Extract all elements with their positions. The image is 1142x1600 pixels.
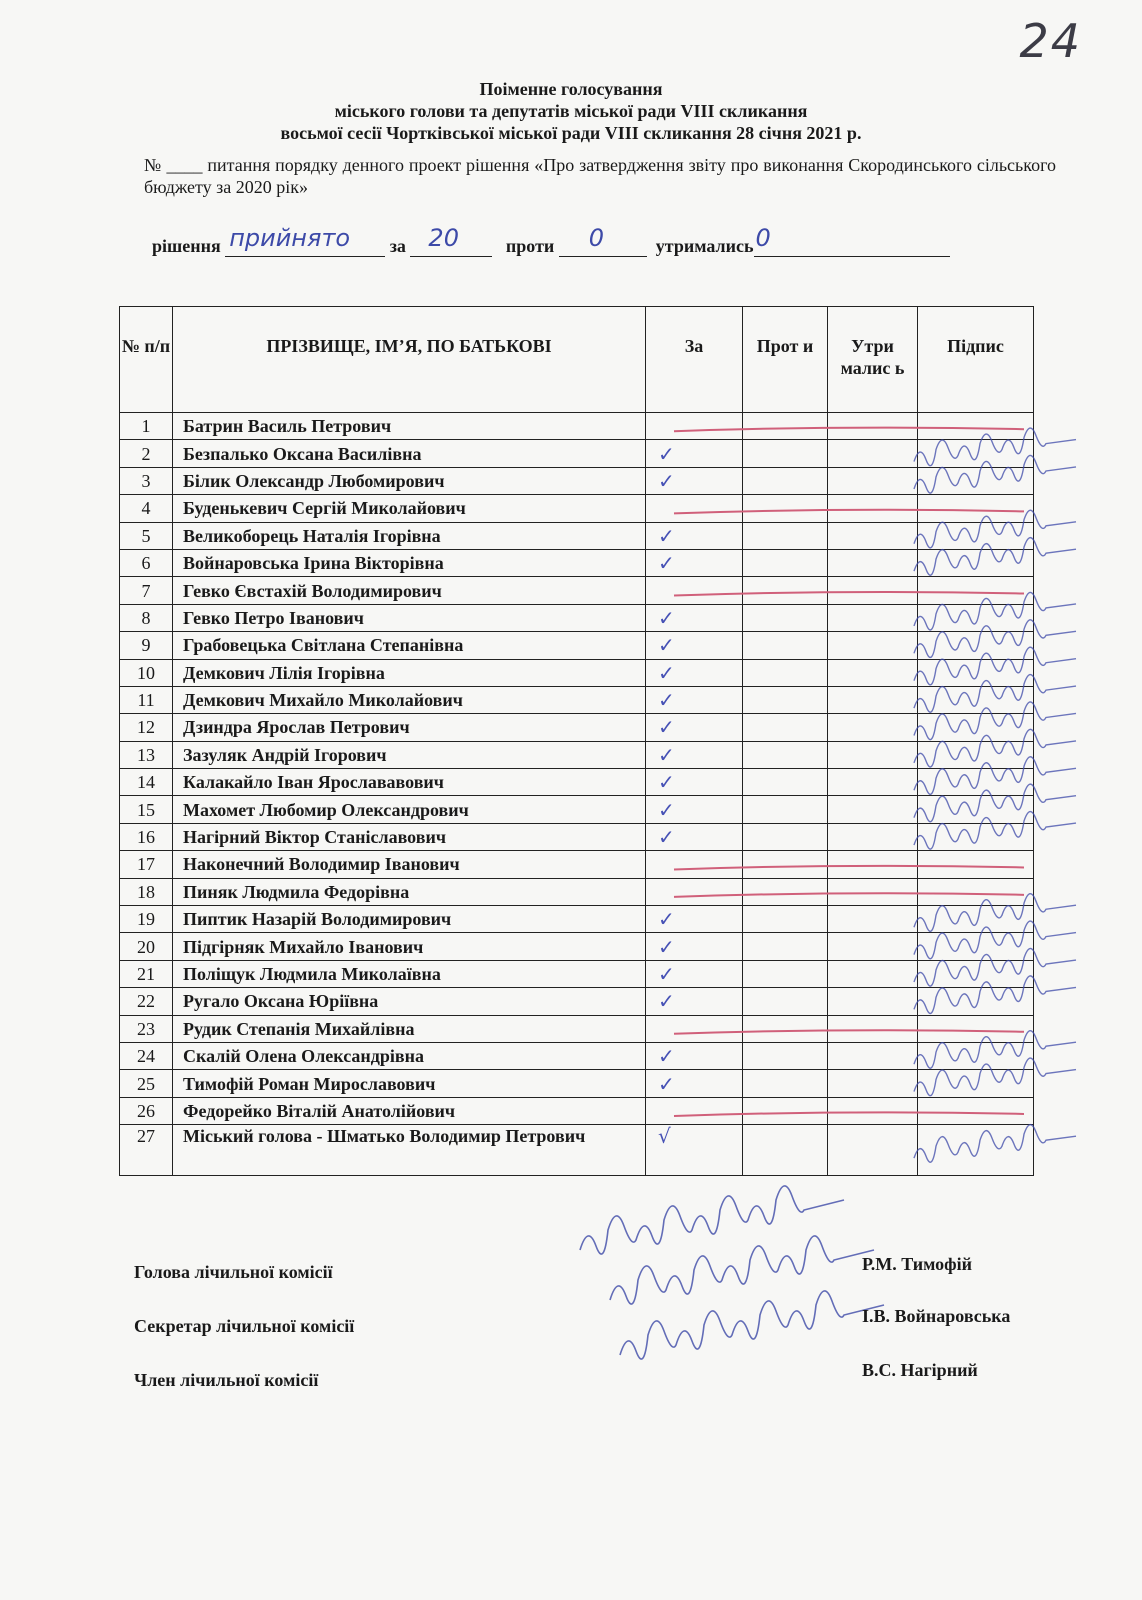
row-number: 16	[120, 823, 173, 850]
vote-abstain-cell	[828, 1125, 918, 1176]
row-number: 6	[120, 549, 173, 576]
decision-field	[225, 224, 385, 257]
vote-table	[119, 306, 1034, 1176]
signature-cell	[918, 933, 1034, 960]
table-row	[120, 413, 1034, 440]
vote-for-mark: ✓	[646, 522, 743, 549]
table-row	[120, 659, 1034, 686]
vote-for-mark: ✓	[646, 1070, 743, 1097]
member-name: Скалій Олена Олександрівна	[173, 1042, 646, 1069]
vote-abstain-cell	[828, 522, 918, 549]
member-name: Рудик Степанія Михайлівна	[173, 1015, 646, 1042]
row-number: 17	[120, 851, 173, 878]
decision-value: прийнято	[229, 224, 351, 252]
vote-abstain-cell	[828, 440, 918, 467]
table-row	[120, 1070, 1034, 1097]
vote-for-mark: ✓	[646, 604, 743, 631]
vote-abstain-cell	[828, 467, 918, 494]
vote-abstain-cell	[828, 851, 918, 878]
abstain-label: утримались	[655, 236, 754, 256]
vote-abstain-cell	[828, 933, 918, 960]
footer-chair-person: Р.М. Тимофій	[862, 1254, 973, 1274]
vote-against-cell	[743, 577, 828, 604]
vote-against-cell	[743, 1097, 828, 1124]
header-line-1: Поіменне голосування	[479, 79, 663, 99]
table-row	[120, 632, 1034, 659]
vote-for-mark: ✓	[646, 549, 743, 576]
vote-for-mark	[646, 1015, 743, 1042]
vote-against-cell	[743, 549, 828, 576]
vote-for-mark: ✓	[646, 686, 743, 713]
signature-cell	[918, 1015, 1034, 1042]
vote-abstain-cell	[828, 632, 918, 659]
vote-abstain-cell	[828, 1015, 918, 1042]
row-number: 27	[120, 1125, 173, 1176]
col-signature-header: Підпис	[918, 307, 1034, 413]
member-name: Міський голова - Шматько Володимир Петрович	[173, 1125, 646, 1176]
vote-against-cell	[743, 823, 828, 850]
vote-for-mark: ✓	[646, 933, 743, 960]
vote-abstain-cell	[828, 495, 918, 522]
row-number: 10	[120, 659, 173, 686]
member-name: Безпалько Оксана Василівна	[173, 440, 646, 467]
table-row	[120, 440, 1034, 467]
member-name: Великоборець Наталія Ігорівна	[173, 522, 646, 549]
vote-for-mark: ✓	[646, 906, 743, 933]
table-row	[120, 960, 1034, 987]
member-name: Підгірняк Михайло Іванович	[173, 933, 646, 960]
member-name: Білик Олександр Любомирович	[173, 467, 646, 494]
table-row	[120, 549, 1034, 576]
member-name: Калакайло Іван Ярослававович	[173, 769, 646, 796]
vote-for-mark: ✓	[646, 659, 743, 686]
vote-for-mark: ✓	[646, 467, 743, 494]
signature-cell	[918, 467, 1034, 494]
vote-against-cell	[743, 1042, 828, 1069]
vote-against-cell	[743, 522, 828, 549]
member-name: Ругало Оксана Юріївна	[173, 988, 646, 1015]
vote-for-mark	[646, 1097, 743, 1124]
signature-cell	[918, 632, 1034, 659]
table-row	[120, 1042, 1034, 1069]
for-value: 20	[428, 224, 459, 252]
vote-against-cell	[743, 604, 828, 631]
vote-against-cell	[743, 1015, 828, 1042]
signature-cell	[918, 1042, 1034, 1069]
member-name: Поліщук Людмила Миколаївна	[173, 960, 646, 987]
row-number: 20	[120, 933, 173, 960]
table-row	[120, 823, 1034, 850]
table-row	[120, 467, 1034, 494]
vote-against-cell	[743, 960, 828, 987]
row-number: 15	[120, 796, 173, 823]
member-name: Демкович Михайло Миколайович	[173, 686, 646, 713]
abstain-value: 0	[755, 224, 771, 252]
table-row	[120, 988, 1034, 1015]
row-number: 25	[120, 1070, 173, 1097]
vote-against-cell	[743, 659, 828, 686]
signature-cell	[918, 796, 1034, 823]
vote-abstain-cell	[828, 686, 918, 713]
row-number: 22	[120, 988, 173, 1015]
signature-cell	[918, 878, 1034, 905]
signature-cell	[918, 495, 1034, 522]
vote-against-cell	[743, 686, 828, 713]
table-row	[120, 878, 1034, 905]
member-name: Тимофій Роман Мирославович	[173, 1070, 646, 1097]
agenda-question: № ____ питання порядку денного проект рішення «Про затвердження звіту про виконання Скородинського сільського бюджету за 2020 рік»	[144, 155, 1056, 197]
row-number: 19	[120, 906, 173, 933]
vote-abstain-cell	[828, 1042, 918, 1069]
member-name: Пиняк Людмила Федорівна	[173, 878, 646, 905]
row-number: 8	[120, 604, 173, 631]
row-number: 26	[120, 1097, 173, 1124]
row-number: 11	[120, 686, 173, 713]
decision-summary	[152, 224, 1032, 257]
commission-signature	[610, 1236, 874, 1304]
footer-secretary-person: І.В. Войнаровська	[862, 1306, 1011, 1326]
vote-against-cell	[743, 440, 828, 467]
signature-cell	[918, 604, 1034, 631]
vote-abstain-cell	[828, 988, 918, 1015]
signature-cell	[918, 413, 1034, 440]
row-number: 12	[120, 714, 173, 741]
vote-abstain-cell	[828, 604, 918, 631]
vote-for-mark: ✓	[646, 632, 743, 659]
signature-cell	[918, 741, 1034, 768]
vote-for-mark	[646, 495, 743, 522]
vote-for-mark: ✓	[646, 823, 743, 850]
vote-abstain-cell	[828, 549, 918, 576]
col-number-header: № п/п	[120, 307, 173, 413]
against-field	[559, 224, 647, 257]
table-row	[120, 769, 1034, 796]
table-row	[120, 933, 1034, 960]
row-number: 5	[120, 522, 173, 549]
vote-abstain-cell	[828, 714, 918, 741]
vote-abstain-cell	[828, 413, 918, 440]
vote-against-cell	[743, 413, 828, 440]
vote-table-body	[120, 413, 1034, 1176]
signature-cell	[918, 522, 1034, 549]
vote-against-cell	[743, 769, 828, 796]
footer-chair-role: Голова лічильної комісії	[134, 1262, 333, 1282]
signature-cell	[918, 1125, 1034, 1176]
vote-against-cell	[743, 906, 828, 933]
row-number: 21	[120, 960, 173, 987]
vote-abstain-cell	[828, 659, 918, 686]
table-row	[120, 1015, 1034, 1042]
vote-for-mark	[646, 577, 743, 604]
vote-abstain-cell	[828, 1070, 918, 1097]
member-name: Федорейко Віталій Анатолійович	[173, 1097, 646, 1124]
document-header	[0, 78, 1142, 144]
against-label: проти	[505, 236, 555, 256]
row-number: 7	[120, 577, 173, 604]
vote-for-mark: ✓	[646, 714, 743, 741]
signature-cell	[918, 769, 1034, 796]
member-name: Войнаровська Ірина Вікторівна	[173, 549, 646, 576]
vote-against-cell	[743, 632, 828, 659]
table-row	[120, 577, 1034, 604]
member-name: Наконечний Володимир Іванович	[173, 851, 646, 878]
abstain-field	[754, 224, 950, 257]
member-name: Демкович Лілія Ігорівна	[173, 659, 646, 686]
vote-for-mark	[646, 878, 743, 905]
signature-cell	[918, 1070, 1034, 1097]
member-name: Дзиндра Ярослав Петрович	[173, 714, 646, 741]
vote-for-mark: ✓	[646, 988, 743, 1015]
footer-secretary-role: Секретар лічильної комісії	[134, 1316, 355, 1336]
member-name: Батрин Василь Петрович	[173, 413, 646, 440]
commission-signature	[580, 1186, 844, 1254]
handwritten-page-number: 24	[1019, 14, 1082, 68]
vote-against-cell	[743, 988, 828, 1015]
vote-for-mark	[646, 851, 743, 878]
vote-abstain-cell	[828, 577, 918, 604]
member-name: Махомет Любомир Олександрович	[173, 796, 646, 823]
table-row	[120, 522, 1034, 549]
vote-against-cell	[743, 878, 828, 905]
signature-cell	[918, 440, 1034, 467]
row-number: 24	[120, 1042, 173, 1069]
member-name: Гевко Євстахій Володимирович	[173, 577, 646, 604]
signature-cell	[918, 1097, 1034, 1124]
row-number: 18	[120, 878, 173, 905]
vote-abstain-cell	[828, 741, 918, 768]
signature-cell	[918, 577, 1034, 604]
row-number: 13	[120, 741, 173, 768]
signature-cell	[918, 549, 1034, 576]
signature-cell	[918, 714, 1034, 741]
signature-cell	[918, 960, 1034, 987]
member-name: Буденькевич Сергій Миколайович	[173, 495, 646, 522]
row-number: 1	[120, 413, 173, 440]
decision-label: рішення	[152, 236, 221, 256]
vote-abstain-cell	[828, 906, 918, 933]
table-row	[120, 1097, 1034, 1124]
against-value: 0	[588, 224, 605, 252]
row-number: 2	[120, 440, 173, 467]
table-row	[120, 851, 1034, 878]
footer-member-role: Член лічильної комісії	[134, 1370, 319, 1390]
signature-cell	[918, 906, 1034, 933]
vote-against-cell	[743, 467, 828, 494]
table-header-row	[120, 307, 1034, 413]
col-for-header: За	[646, 307, 743, 413]
signature-cell	[918, 659, 1034, 686]
table-row	[120, 796, 1034, 823]
vote-for-mark: ✓	[646, 769, 743, 796]
vote-abstain-cell	[828, 960, 918, 987]
member-name: Грабовецька Світлана Степанівна	[173, 632, 646, 659]
table-row	[120, 604, 1034, 631]
header-line-2: міського голови та депутатів міської ради VIII скликання	[334, 101, 808, 121]
member-name: Пиптик Назарій Володимирович	[173, 906, 646, 933]
row-number: 9	[120, 632, 173, 659]
member-name: Нагірний Віктор Станіславович	[173, 823, 646, 850]
row-number: 3	[120, 467, 173, 494]
vote-abstain-cell	[828, 823, 918, 850]
col-name-header: ПРІЗВИЩЕ, ІМ’Я, ПО БАТЬКОВІ	[173, 307, 646, 413]
vote-abstain-cell	[828, 1097, 918, 1124]
table-row	[120, 495, 1034, 522]
vote-for-mark: ✓	[646, 1042, 743, 1069]
vote-against-cell	[743, 1070, 828, 1097]
vote-abstain-cell	[828, 878, 918, 905]
col-abstain-header: Утри малис ь	[828, 307, 918, 413]
member-name: Гевко Петро Іванович	[173, 604, 646, 631]
vote-against-cell	[743, 714, 828, 741]
member-name: Зазуляк Андрій Ігорович	[173, 741, 646, 768]
signature-cell	[918, 823, 1034, 850]
row-number: 14	[120, 769, 173, 796]
vote-against-cell	[743, 933, 828, 960]
vote-for-mark: √	[646, 1125, 743, 1176]
table-row	[120, 906, 1034, 933]
vote-against-cell	[743, 1125, 828, 1176]
table-row	[120, 714, 1034, 741]
footer-member-person: В.С. Нагірний	[862, 1360, 978, 1380]
signature-cell	[918, 851, 1034, 878]
vote-against-cell	[743, 495, 828, 522]
vote-abstain-cell	[828, 769, 918, 796]
vote-against-cell	[743, 851, 828, 878]
vote-for-mark	[646, 413, 743, 440]
for-field	[410, 224, 492, 257]
vote-for-mark: ✓	[646, 796, 743, 823]
vote-for-mark: ✓	[646, 741, 743, 768]
table-row	[120, 686, 1034, 713]
row-number: 4	[120, 495, 173, 522]
table-row	[120, 741, 1034, 768]
header-line-3: восьмої сесії Чортківської міської ради VIII скликання 28 січня 2021 р.	[280, 123, 862, 143]
vote-abstain-cell	[828, 796, 918, 823]
signature-cell	[918, 686, 1034, 713]
vote-against-cell	[743, 796, 828, 823]
for-label: за	[389, 236, 406, 256]
table-row	[120, 1125, 1034, 1176]
col-against-header: Прот и	[743, 307, 828, 413]
vote-for-mark: ✓	[646, 960, 743, 987]
signature-cell	[918, 988, 1034, 1015]
commission-signature	[620, 1291, 884, 1359]
vote-against-cell	[743, 741, 828, 768]
vote-for-mark: ✓	[646, 440, 743, 467]
row-number: 23	[120, 1015, 173, 1042]
